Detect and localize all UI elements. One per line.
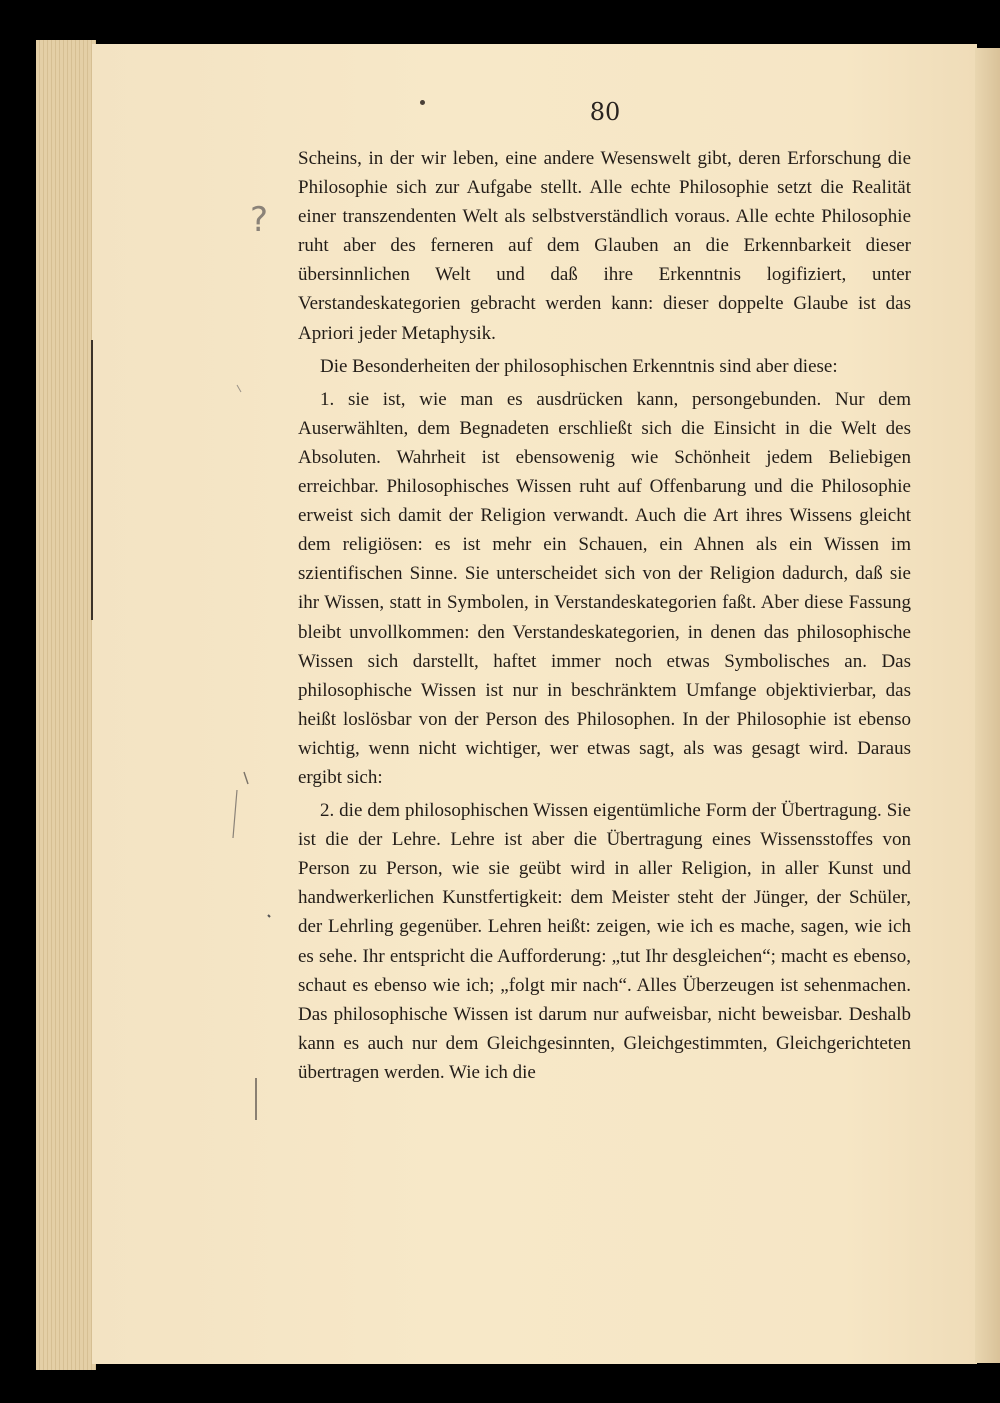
page-stack-edges: [36, 40, 96, 1370]
paragraph-1: Scheins, in der wir leben, eine andere Wesenswelt gibt, deren Erforschung die Philosophie sich zur Aufgabe stellt. Alle echte Philosophie setzt die Realität einer transzendenten Welt als selbstverständlich voraus. Alle echte Philosophie ruht aber des ferneren auf dem Glauben an die Erkennbarkeit dieser übersinnlichen Welt und daß ihre Erkenntnis logifiziert, unter Verstandeskategorien gebracht werden kann: dieser doppelte Glaube ist das Apriori jeder Metaphysik.: [298, 148, 911, 344]
body-text: [298, 144, 911, 1091]
paragraph-2: Die Besonderheiten der philosophischen Erkenntnis sind aber diese:: [320, 355, 838, 377]
paragraph-3: 1. sie ist, wie man es ausdrücken kann, persongebunden. Nur dem Auserwählten, dem Begnadeten erschließt sich die Einsicht in die Welt des Absoluten. Wahrheit ist ebensowenig wie Schönheit jedem Beliebigen erreichbar. Philosophisches Wissen ruht auf Offenbarung und die Philosophie erweist sich damit der Religion verwandt. Auch die Art ihres Wissens gleicht dem religiösen: es ist mehr ein Schauen, ein Ahnen als ein Wissen im szientifischen Sinne. Sie unterscheidet sich von der Religion dadurch, daß sie ihr Wissen, statt in Symbolen, in Verstandeskategorien faßt. Aber diese Fassung bleibt unvollkommen: den Verstandeskategorien, in denen das philosophische Wissen sich darstellt, haftet immer noch etwas Symbolisches an. Das philosophische Wissen ist nur in beschränktem Umfange objektivierbar, das heißt loslösbar von der Person des Philosophen. In der Philosophie ist ebenso wichtig, wenn nicht wichtiger, wer etwas sagt, als was gesagt wird. Daraus ergibt sich:: [298, 388, 911, 788]
ink-dot: [420, 100, 425, 105]
page-right-edge: [975, 48, 1000, 1363]
paragraph-4: 2. die dem philosophischen Wissen eigentümliche Form der Übertragung. Sie ist die der Lehre. Lehre ist aber die Übertragung eines Wissensstoffes von Person zu Person, wie sie geübt wird in aller Religion, in aller Kunst und handwerkerlichen Kunstfertigkeit: dem Meister steht der Jünger, der Schüler, der Lehrling gegenüber. Lehren heißt: zeigen, wie ich es mache, sagen, wie ich es sehe. Ihr entspricht die Aufforderung: „tut Ihr desgleichen“; macht es ebenso, schaut es ebenso wie ich; „folgt mir nach“. Alles Überzeugen ist sehenmachen. Das philosophische Wissen ist darum nur aufweisbar, nicht beweisbar. Deshalb kann es auch nur dem Gleichgesinnten, Gleichgestimmten, Gleichgerichteten übertragen werden. Wie ich die: [298, 800, 911, 1083]
spine-shadow-line: [91, 340, 93, 620]
pencil-question-mark: ?: [250, 200, 269, 240]
page-number: 80: [589, 98, 621, 126]
